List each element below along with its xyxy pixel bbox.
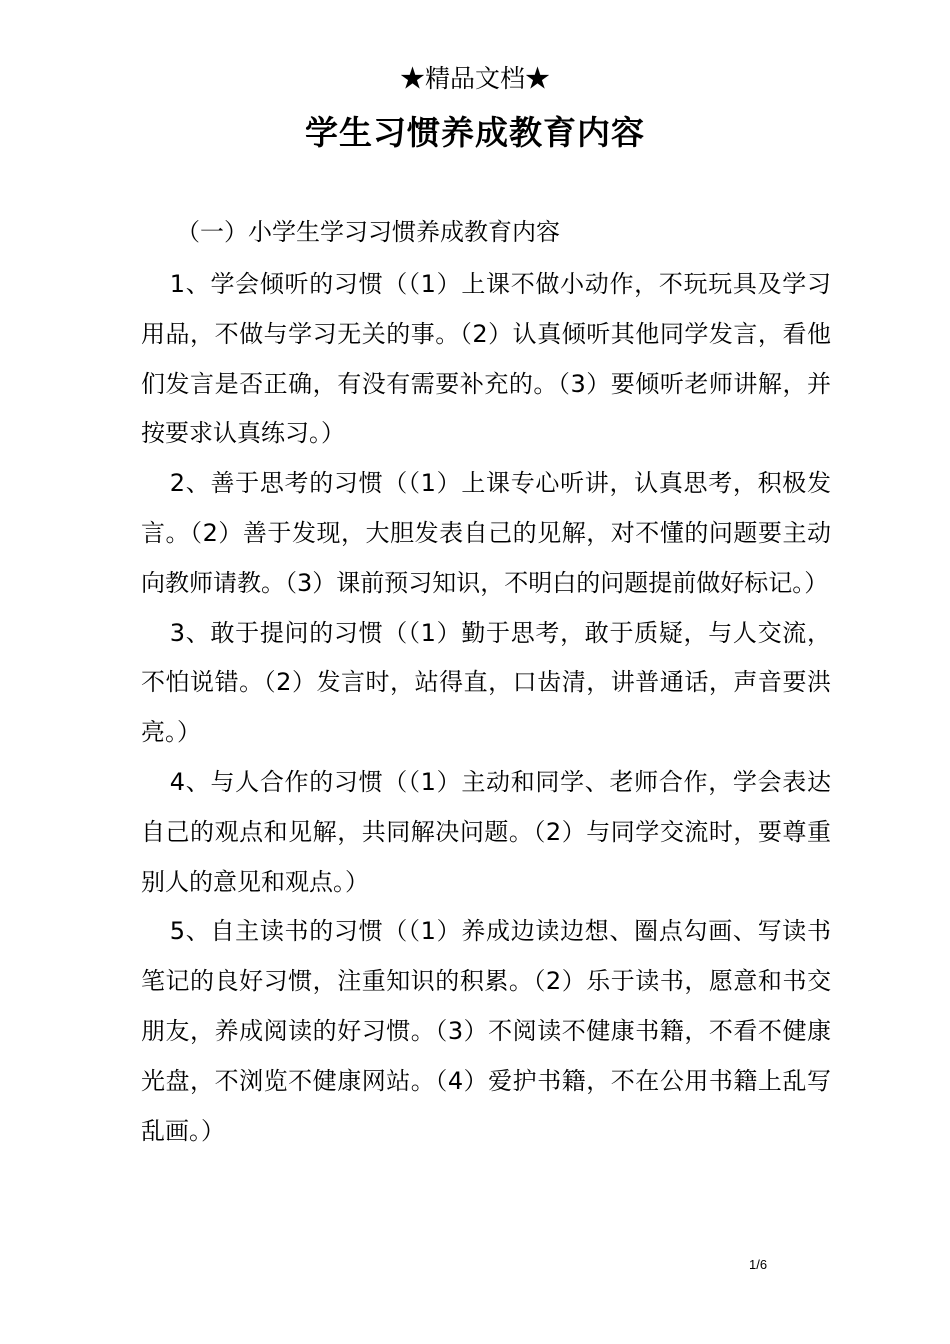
paragraph-cooperation-habit: 4、与人合作的习惯（（1）主动和同学、老师合作，学会表达自己的观点和见解，共同解决问题。（2）与同学交流时，要尊重别人的意见和观点。） <box>141 767 831 896</box>
body-text <box>141 260 831 1156</box>
page-number: 1/6 <box>749 1257 768 1272</box>
header-mark: ★精品文档★ <box>399 64 550 93</box>
paragraph-thinking-habit: 2、善于思考的习惯（（1）上课专心听讲，认真思考，积极发言。（2）善于发现，大胆发表自己的见解，对不懂的问题要主动向教师请教。（3）课前预习知识，不明白的问题提前做好标记。） <box>141 469 831 597</box>
paragraph-questioning-habit: 3、敢于提问的习惯（（1）勤于思考，敢于质疑，与人交流，不怕说错。（2）发言时，站得直，口齿清，讲普通话，声音要洪亮。） <box>141 618 831 747</box>
document-title: 学生习惯养成教育内容 <box>305 113 645 152</box>
paragraph-listening-habit: 1、学会倾听的习惯（（1）上课不做小动作，不玩玩具及学习用品，不做与学习无关的事。（2）认真倾听其他同学发言，看他们发言是否正确，有没有需要补充的。（3）要倾听老师讲解，并按要求认真练习。） <box>141 270 831 448</box>
paragraph-reading-habit: 5、自主读书的习惯（（1）养成边读边想、圈点勾画、写读书笔记的良好习惯，注重知识的积累。（2）乐于读书，愿意和书交朋友，养成阅读的好习惯。（3）不阅读不健康书籍，不看不健康光盘，不浏览不健康网站。（4）爱护书籍，不在公用书籍上乱写乱画。） <box>141 917 831 1145</box>
section-heading: （一）小学生学习习惯养成教育内容 <box>176 218 560 246</box>
